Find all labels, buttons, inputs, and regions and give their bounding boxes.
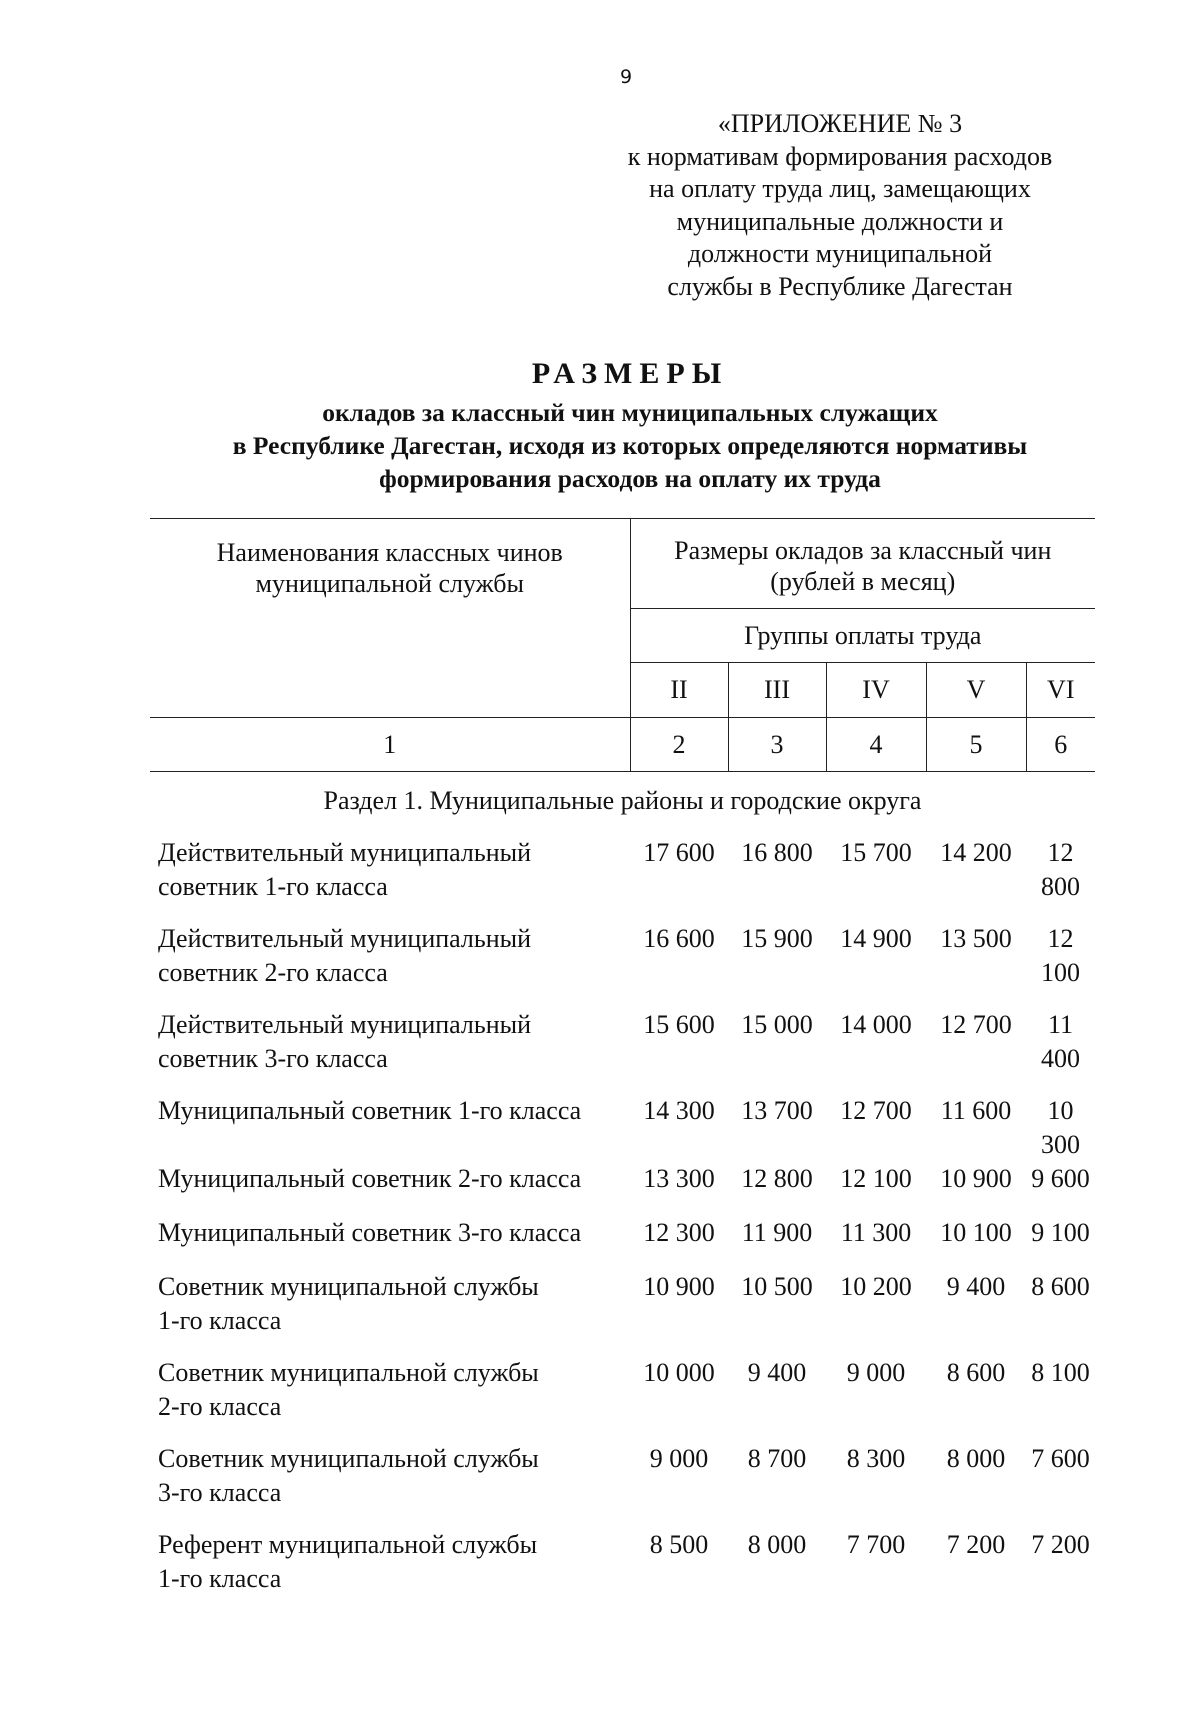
header-name-line: муниципальной службы (255, 569, 524, 598)
table-row (150, 1442, 1095, 1528)
salary-value: 10 100 (940, 1218, 1012, 1247)
salary-value: 8 600 (1031, 1272, 1090, 1301)
appendix-line: «ПРИЛОЖЕНИЕ № 3 (717, 109, 963, 138)
title-line: окладов за классный чин муниципальных служащих (322, 398, 938, 427)
salary-value: 10 000 (643, 1358, 715, 1387)
salary-value: 12 700 (940, 1010, 1012, 1039)
header-sizes-line: Размеры окладов за классный чин (674, 536, 1052, 565)
column-number: 1 (150, 718, 630, 772)
title-subtitle (150, 396, 1110, 495)
salary-value: 8 600 (946, 1358, 1006, 1387)
salary-value: 9 400 (946, 1272, 1006, 1301)
salary-value: 8 700 (747, 1444, 807, 1473)
salary-value: 15 700 (840, 838, 912, 867)
table-row (150, 1270, 1095, 1356)
salary-value: 15 000 (741, 1010, 813, 1039)
rank-name (150, 922, 630, 1008)
appendix-heading (570, 108, 1110, 303)
table-row (150, 1008, 1095, 1094)
salary-value: 12 800 (741, 1164, 813, 1193)
rank-name-line: 1-го класса (158, 1306, 282, 1335)
salary-value: 13 500 (940, 924, 1012, 953)
group-label: IV (826, 663, 926, 718)
rank-name-line: 3-го класса (158, 1478, 282, 1507)
salary-value: 15 900 (741, 924, 813, 953)
header-name-line: Наименования классных чинов (216, 538, 563, 567)
salary-value: 13 700 (741, 1096, 813, 1125)
rank-name-line: Действительный муниципальный (158, 838, 532, 867)
table-row (150, 1356, 1095, 1442)
salary-value: 10 900 (643, 1272, 715, 1301)
rank-name (150, 836, 630, 922)
salary-value: 10 300 (1041, 1096, 1080, 1159)
rank-name (150, 1442, 630, 1528)
salary-value: 9 000 (846, 1358, 906, 1387)
rank-name-line: Муниципальный советник 1-го класса (158, 1096, 582, 1125)
salary-value: 10 900 (940, 1164, 1012, 1193)
column-header-groups: Группы оплаты труда (630, 609, 1095, 663)
salary-value: 16 800 (741, 838, 813, 867)
column-header-sizes (630, 519, 1095, 609)
salary-value: 8 100 (1031, 1358, 1090, 1387)
table-row (150, 1216, 1095, 1270)
rank-name (150, 1216, 630, 1270)
rank-name-line: Действительный муниципальный (158, 1010, 532, 1039)
rank-name (150, 1528, 630, 1614)
salary-table-body (150, 836, 1095, 1614)
salary-value: 8 000 (747, 1530, 807, 1559)
page-number: 9 (620, 66, 633, 88)
salary-value: 14 200 (940, 838, 1012, 867)
appendix-line: на оплату труда лиц, замещающих (649, 174, 1031, 203)
salary-value: 7 600 (1031, 1444, 1090, 1473)
salary-value: 11 400 (1041, 1010, 1080, 1073)
salary-value: 14 300 (643, 1096, 715, 1125)
document-title (150, 354, 1110, 495)
salary-value: 13 300 (643, 1164, 715, 1193)
rank-name-line: советник 2-го класса (158, 958, 388, 987)
salary-value: 7 200 (946, 1530, 1006, 1559)
salary-value: 8 000 (946, 1444, 1006, 1473)
salary-value: 9 400 (747, 1358, 807, 1387)
salary-value: 12 700 (840, 1096, 912, 1125)
column-number: 3 (728, 718, 826, 772)
table-row (150, 1094, 1095, 1162)
rank-name (150, 1008, 630, 1094)
group-label: III (728, 663, 826, 718)
salary-value: 15 600 (643, 1010, 715, 1039)
salary-value: 12 800 (1041, 838, 1080, 901)
table-header (150, 518, 1095, 772)
table-row (150, 1162, 1095, 1216)
salary-value: 8 300 (846, 1444, 906, 1473)
header-sizes-line: (рублей в месяц) (770, 567, 956, 596)
title-main: РАЗМЕРЫ (531, 357, 729, 390)
appendix-line: службы в Республике Дагестан (667, 271, 1013, 301)
rank-name-line: Действительный муниципальный (158, 924, 532, 953)
rank-name-line: 1-го класса (158, 1564, 282, 1593)
rank-name-line: Советник муниципальной службы (158, 1358, 539, 1387)
table-row (150, 1528, 1095, 1614)
group-label: V (926, 663, 1026, 718)
salary-value: 14 900 (840, 924, 912, 953)
rank-name-line: Муниципальный советник 2-го класса (158, 1164, 582, 1193)
salary-value: 9 000 (649, 1444, 709, 1473)
rank-name-line: советник 3-го класса (158, 1044, 388, 1073)
section-title: Раздел 1. Муниципальные районы и городские округа (323, 786, 922, 815)
salary-value: 12 300 (643, 1218, 715, 1247)
column-number: 5 (926, 718, 1026, 772)
rank-name (150, 1356, 630, 1442)
rank-name-line: Референт муниципальной службы (158, 1530, 538, 1559)
column-number: 6 (1026, 718, 1095, 772)
rank-name-line: Советник муниципальной службы (158, 1444, 539, 1473)
appendix-line: должности муниципальной (687, 239, 993, 268)
salary-value: 12 100 (840, 1164, 912, 1193)
appendix-line: к нормативам формирования расходов (627, 141, 1053, 171)
title-line: в Республике Дагестан, исходя из которых определяются нормативы (232, 431, 1028, 460)
column-header-name (150, 519, 630, 718)
appendix-line: муниципальные должности и (676, 206, 1004, 236)
rank-name-line: советник 1-го класса (158, 872, 388, 901)
column-number: 4 (826, 718, 926, 772)
salary-value: 9 600 (1031, 1164, 1090, 1193)
rank-name (150, 1162, 630, 1216)
rank-name-line: Муниципальный советник 3-го класса (158, 1218, 582, 1247)
salary-value: 9 100 (1031, 1218, 1090, 1247)
salary-value: 14 000 (840, 1010, 912, 1039)
group-label: VI (1026, 663, 1095, 718)
salary-value: 17 600 (643, 838, 715, 867)
group-label: II (630, 663, 728, 718)
column-number: 2 (630, 718, 728, 772)
rank-name-line: 2-го класса (158, 1392, 282, 1421)
salary-value: 16 600 (643, 924, 715, 953)
rank-name (150, 1270, 630, 1356)
rank-name (150, 1094, 630, 1162)
salary-value: 11 600 (940, 1096, 1012, 1125)
table-row (150, 836, 1095, 922)
salary-value: 7 200 (1031, 1530, 1090, 1559)
salary-value: 7 700 (846, 1530, 906, 1559)
title-line: формирования расходов на оплату их труда (379, 464, 881, 493)
salary-value: 8 500 (649, 1530, 709, 1559)
table-row (150, 922, 1095, 1008)
rank-name-line: Советник муниципальной службы (158, 1272, 539, 1301)
salary-value: 10 200 (840, 1272, 912, 1301)
salary-value: 11 900 (741, 1218, 813, 1247)
salary-value: 12 100 (1041, 924, 1080, 987)
salary-value: 10 500 (741, 1272, 813, 1301)
salary-value: 11 300 (840, 1218, 912, 1247)
